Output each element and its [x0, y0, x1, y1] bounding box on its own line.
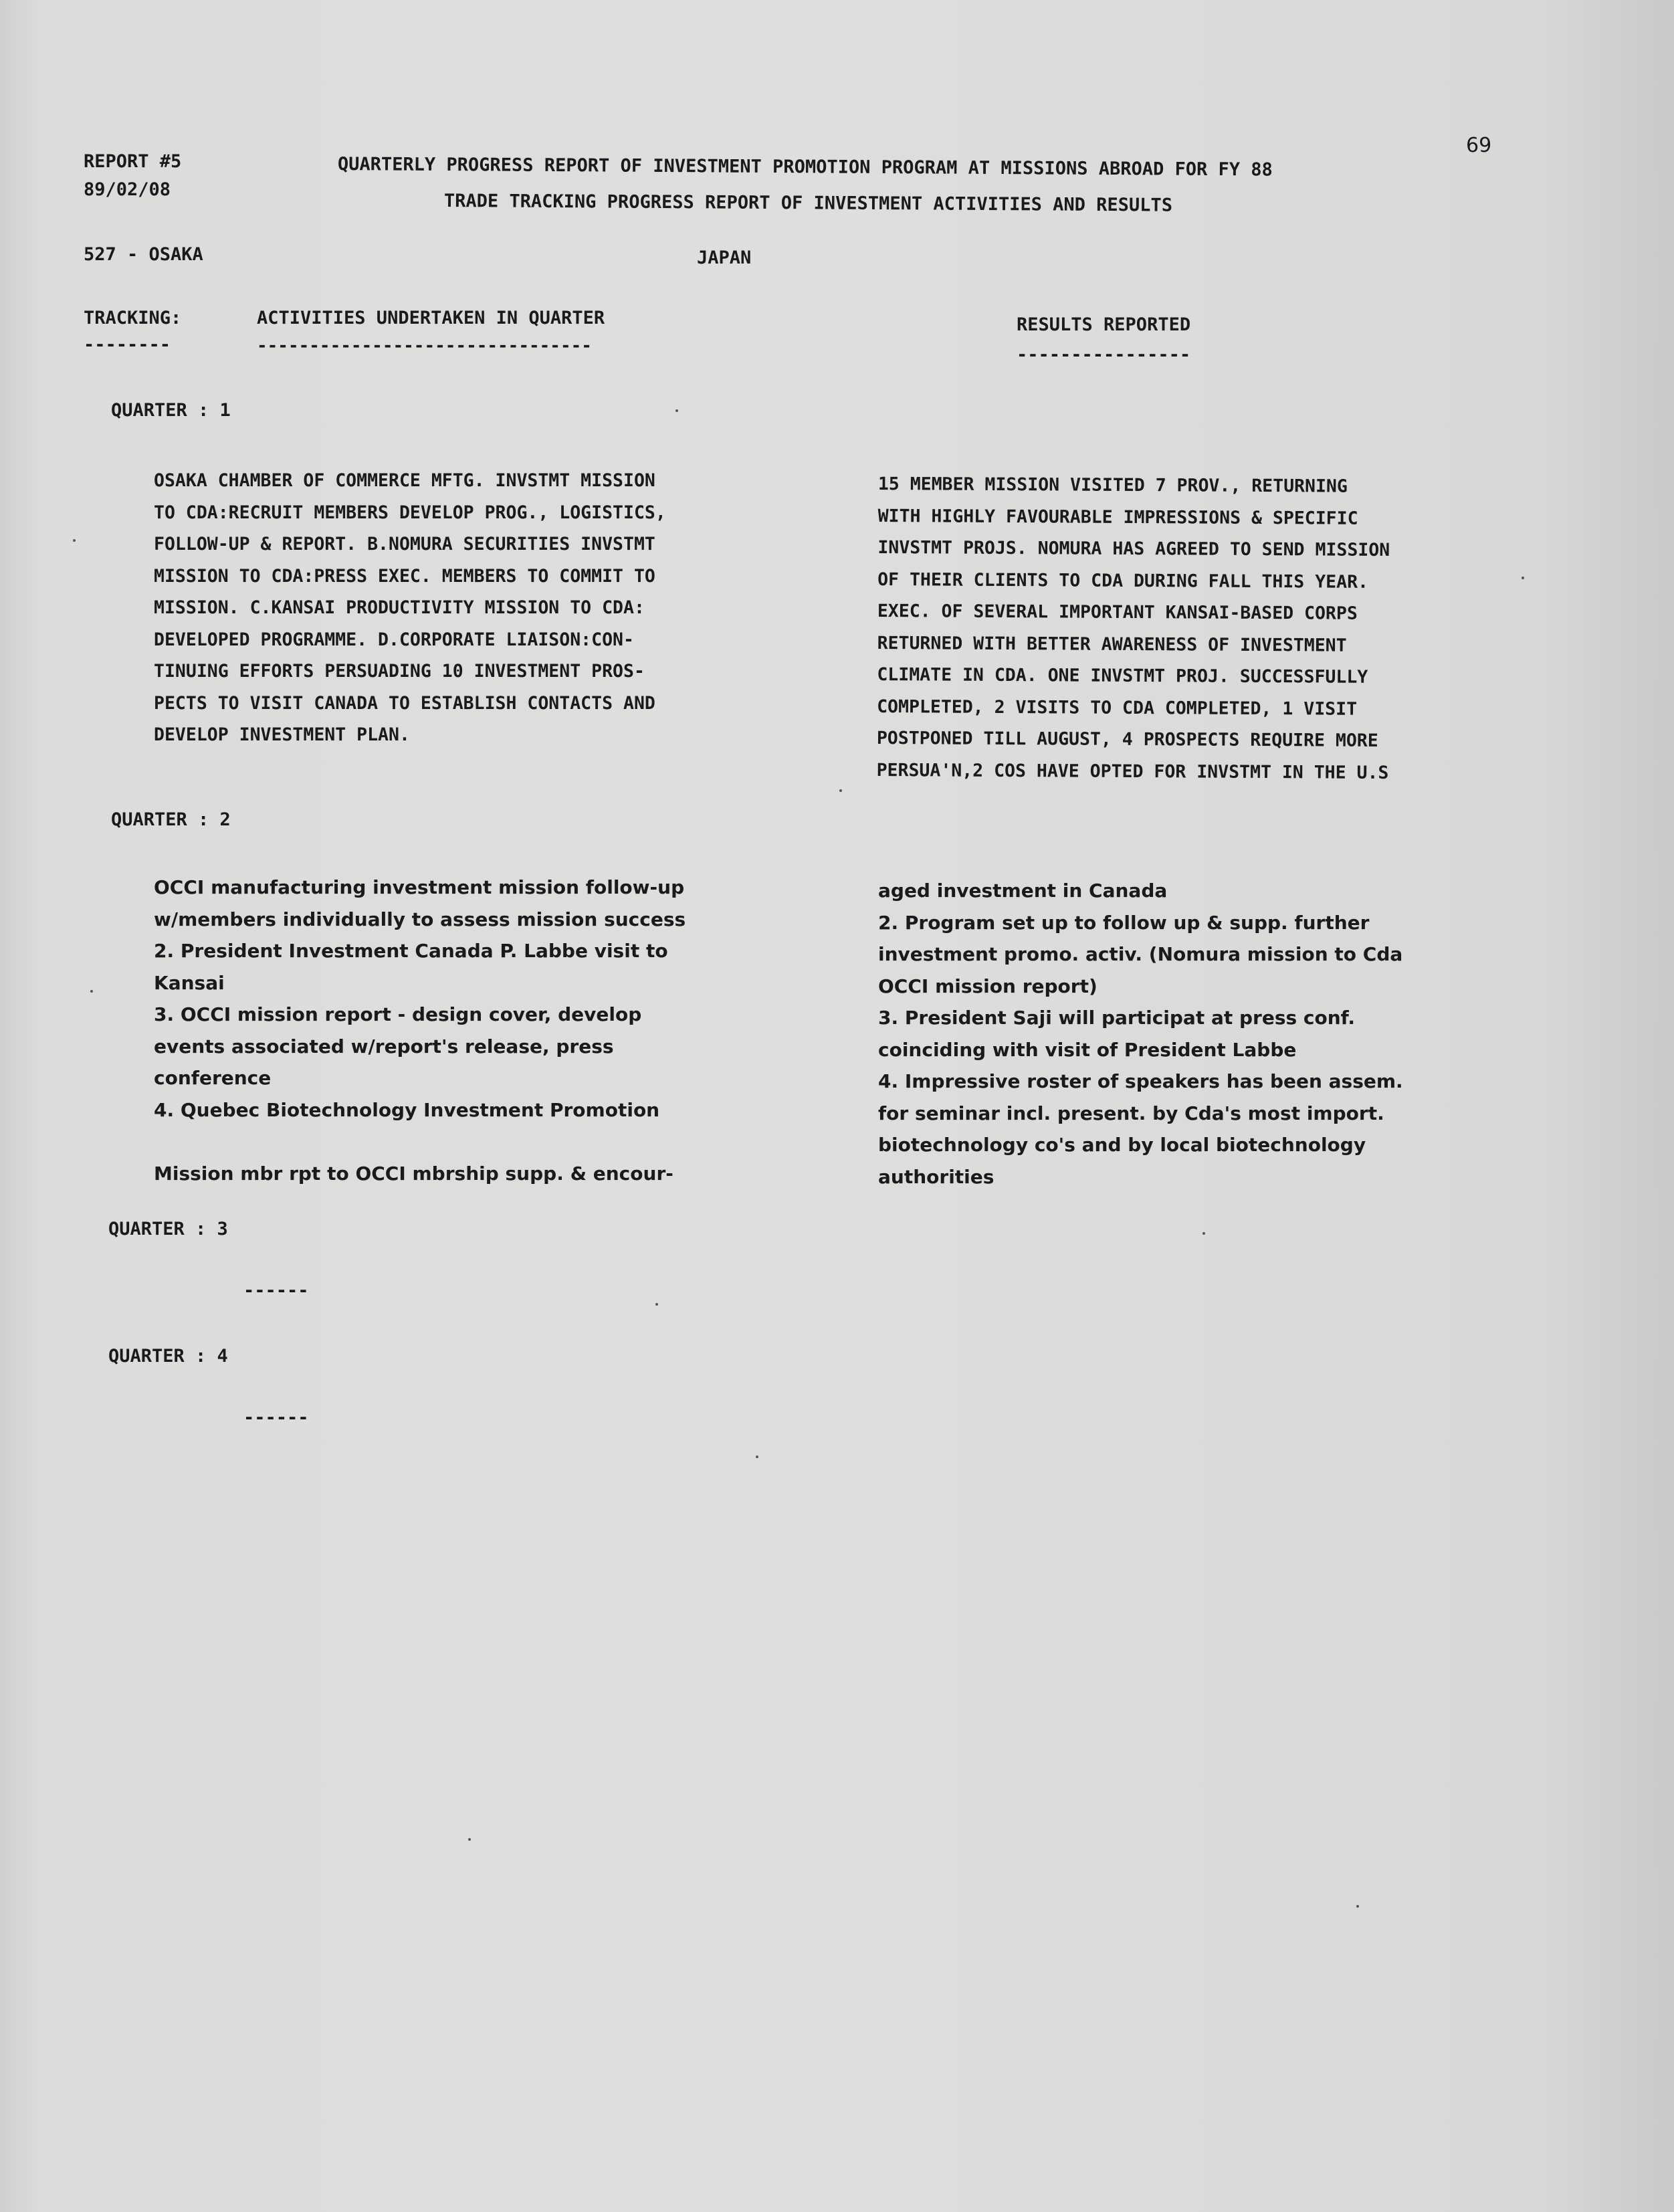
result-line: biotechnology co's and by local biotechnology [878, 1134, 1366, 1156]
result-line: POSTPONED TILL AUGUST, 4 PROSPECTS REQUIRE MORE [876, 727, 1378, 751]
activity-line: MISSION. C.KANSAI PRODUCTIVITY MISSION TO CDA: [154, 597, 645, 618]
results-column-header: RESULTS REPORTED [1017, 314, 1191, 335]
quarter-1-label: QUARTER : 1 [111, 400, 231, 421]
activity-line: Mission mbr rpt to OCCI mbrship supp. & encour- [154, 1162, 673, 1185]
post-name: 527 - OSAKA [84, 244, 203, 265]
activity-line: 3. OCCI mission report - design cover, develop [154, 1003, 642, 1025]
result-line: PERSUA'N,2 COS HAVE OPTED FOR INVSTMT IN THE U.S [876, 759, 1389, 783]
activity-line: TO CDA:RECRUIT MEMBERS DEVELOP PROG., LOGISTICS, [154, 502, 666, 523]
activity-line: 4. Quebec Biotechnology Investment Promotion [154, 1098, 660, 1121]
quarter-2-label: QUARTER : 2 [111, 809, 231, 830]
activities-column-header: ACTIVITIES UNDERTAKEN IN QUARTER [257, 308, 605, 328]
results-column-rule: ---------------- [1017, 344, 1191, 365]
quarter-4-label: QUARTER : 4 [108, 1346, 228, 1367]
activity-line: w/members individually to assess mission success [154, 908, 686, 930]
report-title-line2: TRADE TRACKING PROGRESS REPORT OF INVESTMENT ACTIVITIES AND RESULTS [443, 191, 1173, 216]
result-line: investment promo. activ. (Nomura mission to Cda [878, 943, 1403, 965]
activity-line: events associated w/report's release, press [154, 1035, 614, 1058]
scan-speck [1356, 1905, 1359, 1908]
activity-line: TINUING EFFORTS PERSUADING 10 INVESTMENT PROS- [154, 661, 645, 682]
scan-speck [1202, 1232, 1205, 1235]
country-name: JAPAN [697, 247, 752, 268]
activity-line: DEVELOPED PROGRAMME. D.CORPORATE LIAISON:CON- [154, 629, 634, 650]
scan-speck [73, 539, 76, 542]
scan-speck [1522, 577, 1524, 579]
result-line: 15 MEMBER MISSION VISITED 7 PROV., RETURNING [877, 473, 1348, 497]
tracking-rule: -------- [84, 334, 171, 355]
activity-line: FOLLOW-UP & REPORT. B.NOMURA SECURITIES INVSTMT [154, 534, 655, 555]
result-line: for seminar incl. present. by Cda's most import. [878, 1102, 1384, 1124]
activities-column-rule: -------------------------------- [257, 336, 592, 356]
quarter-4-placeholder: ------ [243, 1407, 309, 1428]
quarter-2-activities [154, 872, 742, 1189]
result-line: aged investment in Canada [878, 880, 1168, 902]
quarter-3-label: QUARTER : 3 [108, 1219, 228, 1239]
scan-speck [839, 789, 842, 792]
result-line: EXEC. OF SEVERAL IMPORTANT KANSAI-BASED CORPS [877, 600, 1358, 624]
quarter-2-results [878, 875, 1493, 1193]
quarter-1-results [877, 468, 1493, 789]
scan-speck [655, 1303, 658, 1306]
activity-line: conference [154, 1067, 272, 1089]
scan-speck [468, 1838, 471, 1841]
page-number: 69 [1466, 134, 1492, 157]
result-line: WITH HIGHLY FAVOURABLE IMPRESSIONS & SPECIFIC [877, 505, 1358, 529]
quarter-1-activities [154, 465, 742, 751]
result-line: 3. President Saji will participat at press conf. [878, 1007, 1355, 1029]
result-line: RETURNED WITH BETTER AWARENESS OF INVESTMENT [877, 632, 1347, 656]
result-line: 2. Program set up to follow up & supp. further [878, 911, 1370, 934]
result-line: OCCI mission report) [878, 975, 1097, 997]
activity-line: OCCI manufacturing investment mission follow-up [154, 876, 685, 898]
activity-line: Kansai [154, 971, 225, 994]
result-line: CLIMATE IN CDA. ONE INVSTMT PROJ. SUCCESSFULLY [877, 664, 1368, 688]
activity-line: DEVELOP INVESTMENT PLAN. [154, 724, 410, 745]
result-line: coinciding with visit of President Labbe [878, 1038, 1297, 1061]
result-line: COMPLETED, 2 VISITS TO CDA COMPLETED, 1 VISIT [877, 696, 1358, 720]
scan-speck [756, 1455, 758, 1458]
scan-speck [675, 409, 678, 412]
activity-line: OSAKA CHAMBER OF COMMERCE MFTG. INVSTMT MISSION [154, 470, 655, 491]
tracking-label: TRACKING: [84, 308, 182, 328]
activity-line: PECTS TO VISIT CANADA TO ESTABLISH CONTACTS AND [154, 692, 655, 714]
report-date: 89/02/08 [84, 179, 171, 200]
report-number: REPORT #5 [84, 151, 182, 172]
scan-speck [90, 990, 93, 993]
result-line: 4. Impressive roster of speakers has been assem. [878, 1070, 1403, 1092]
result-line: authorities [878, 1165, 995, 1188]
result-line: OF THEIR CLIENTS TO CDA DURING FALL THIS YEAR. [877, 569, 1369, 593]
result-line: INVSTMT PROJS. NOMURA HAS AGREED TO SEND MISSION [877, 536, 1390, 561]
activity-line: 2. President Investment Canada P. Labbe visit to [154, 940, 668, 962]
report-title-line1: QUARTERLY PROGRESS REPORT OF INVESTMENT PROMOTION PROGRAM AT MISSIONS ABROAD FOR FY 88 [337, 154, 1273, 181]
activity-line [154, 1126, 742, 1158]
activity-line: MISSION TO CDA:PRESS EXEC. MEMBERS TO COMMIT TO [154, 565, 655, 587]
quarter-3-placeholder: ------ [243, 1280, 309, 1301]
